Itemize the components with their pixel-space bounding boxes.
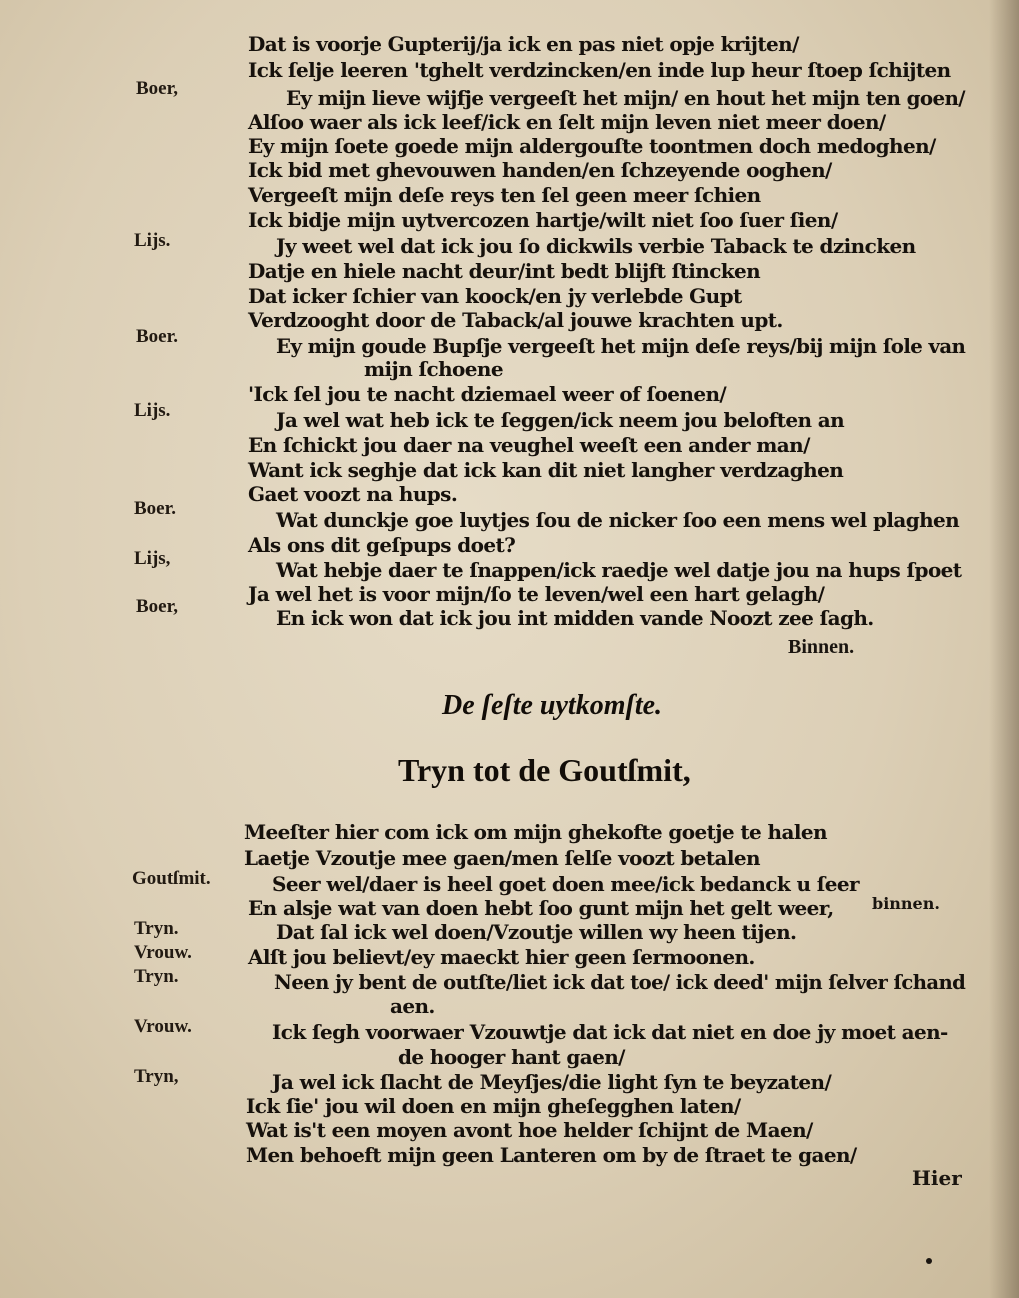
text-line: Meeſter hier com ick om mijn ghekofte goetje te halen	[244, 820, 827, 844]
text-line: Ick ſelje leeren 'tghelt verdzincken/en inde lup heur ſtoep ſchijten	[248, 58, 951, 82]
text-line: Ick ſie' jou wil doen en mijn gheſegghen laten/	[246, 1094, 741, 1118]
text-line: Men behoeft mijn geen Lanteren om by de ſtraet te gaen/	[246, 1143, 857, 1167]
speaker-vrouw: Vrouw.	[134, 1016, 192, 1037]
text-line: Alſoo waer als ick leef/ick en ſelt mijn leven niet meer doen/	[248, 110, 886, 134]
text-line: Alſt jou believt/ey maeckt hier geen ſermoonen.	[248, 945, 755, 969]
speaker-lijs: Lijs.	[134, 400, 171, 421]
text-line: Ick bid met ghevouwen handen/en ſchzeyende ooghen/	[248, 158, 832, 182]
text-line: Ey mijn lieve wijfje vergeeſt het mijn/ en hout het mijn ten goen/	[286, 86, 965, 110]
speaker-lijs: Lijs.	[134, 230, 171, 251]
text-line: Ey mijn goude Bupſje vergeeſt het mijn deſe reys/bij mijn ſole van	[276, 334, 966, 358]
text-line: de hooger hant gaen/	[398, 1045, 625, 1069]
text-line: Seer wel/daer is heel goet doen mee/ick bedanck u ſeer	[272, 872, 859, 896]
speaker-tryn: Tryn,	[134, 1066, 179, 1087]
text-line: Datje en hiele nacht deur/int bedt blijft ſtincken	[248, 259, 761, 283]
scene-title: Tryn tot de Goutſmit,	[398, 752, 691, 788]
text-line: Ja wel ick ſlacht de Meyſjes/die light ſyn te beyzaten/	[272, 1070, 832, 1094]
ink-dot	[926, 1258, 932, 1264]
speaker-tryn: Tryn.	[134, 918, 179, 939]
catchword: Hier	[912, 1166, 962, 1190]
text-line: Dat icker ſchier van koock/en jy verlebde Gupt	[248, 284, 742, 308]
stage-direction-binnen: binnen.	[872, 894, 940, 913]
text-line: Neen jy bent de outſte/liet ick dat toe/ ick deed' mijn ſelver ſchand	[274, 970, 966, 994]
text-line: Ick ſegh voorwaer Vzouwtje dat ick dat niet en doe jy moet aen-	[272, 1020, 948, 1044]
section-heading: De ſeſte uytkomſte.	[442, 690, 663, 721]
speaker-boer: Boer.	[134, 498, 177, 519]
text-line: Wat hebje daer te ſnappen/ick raedje wel datje jou na hups ſpoet	[276, 558, 962, 582]
speaker-boer: Boer,	[136, 78, 179, 99]
speaker-boer: Boer.	[136, 326, 179, 347]
text-line: Vergeeſt mijn deſe reys ten ſel geen meer ſchien	[248, 183, 761, 207]
stage-direction-binnen: Binnen.	[788, 636, 855, 658]
text-line: En ſchickt jou daer na veughel weeſt een ander man/	[248, 433, 810, 457]
speaker-tryn: Tryn.	[134, 966, 179, 987]
speaker-vrouw: Vrouw.	[134, 942, 192, 963]
text-line: Wat is't een moyen avont hoe helder ſchijnt de Maen/	[246, 1118, 813, 1142]
speaker-boer: Boer,	[136, 596, 179, 617]
text-line: En ick won dat ick jou int midden vande Noozt zee ſagh.	[276, 606, 874, 630]
text-line: Laetje Vzoutje mee gaen/men ſelſe voozt betalen	[244, 846, 760, 870]
text-line: Als ons dit geſpups doet?	[248, 533, 516, 557]
speaker-goutsmit: Goutſmit.	[132, 868, 211, 889]
speaker-lijs: Lijs,	[134, 548, 171, 569]
text-line: Dat is voorje Gupterij/ja ick en pas niet opje krijten/	[248, 32, 799, 56]
text-line: En alsje wat van doen hebt ſoo gunt mijn het gelt weer,	[248, 896, 834, 920]
text-line: Want ick seghje dat ick kan dit niet langher verdzaghen	[248, 458, 844, 482]
text-line: Ick bidje mijn uytvercozen hartje/wilt niet ſoo ſuer ſien/	[248, 208, 838, 232]
text-line: Verdzooght door de Taback/al jouwe krachten upt.	[248, 308, 783, 332]
page-gutter-shadow	[989, 0, 1019, 1298]
text-line: mijn ſchoene	[364, 357, 503, 381]
text-line: Ja wel het is voor mijn/ſo te leven/wel een hart gelagh/	[248, 582, 825, 606]
text-line: Ja wel wat heb ick te ſeggen/ick neem jou beloften an	[276, 408, 845, 432]
text-line: Gaet voozt na hups.	[248, 482, 458, 506]
text-line: Ey mijn ſoete goede mijn aldergouſte toontmen doch medoghen/	[248, 134, 936, 158]
text-line: Wat dunckje goe luytjes ſou de nicker ſoo een mens wel plaghen	[276, 508, 960, 532]
text-line: aen.	[390, 994, 435, 1018]
text-line: 'Ick ſel jou te nacht dziemael weer of ſoenen/	[248, 382, 727, 406]
text-line: Jy weet wel dat ick jou ſo dickwils verbie Taback te dzincken	[276, 234, 916, 258]
text-line: Dat ſal ick wel doen/Vzoutje willen wy heen tijen.	[276, 920, 797, 944]
